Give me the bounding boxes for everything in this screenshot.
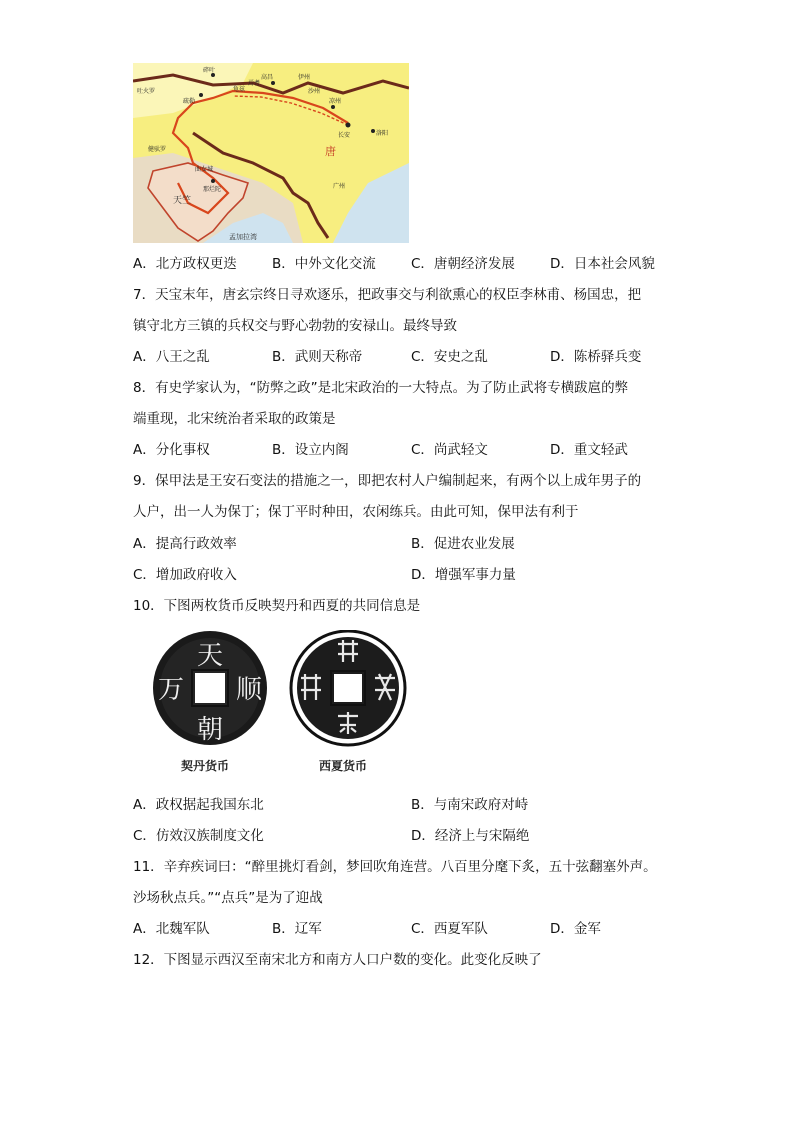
q8-option-c[interactable]: C．尚武轻文 xyxy=(411,442,488,458)
q8-option-d[interactable]: D．重文轻武 xyxy=(550,442,628,458)
q8-option-a[interactable]: A．分化事权 xyxy=(133,442,210,458)
khitan-coin-char-left: 万 xyxy=(157,675,185,705)
map-city-changan xyxy=(346,123,351,128)
q8-stem-line-1: 8．有史学家认为，“防弊之政”是北宋政治的一大特点。为了防止武将专横跋扈的弊 xyxy=(133,380,629,396)
q7-option-b[interactable]: B．武则天称帝 xyxy=(272,349,363,365)
map-label-bengal: 孟加拉湾 xyxy=(229,233,257,241)
xixia-coin-caption: 西夏货币 xyxy=(318,759,368,773)
q11-option-d[interactable]: D．金军 xyxy=(550,921,601,937)
q11-option-a[interactable]: A．北魏军队 xyxy=(133,921,210,937)
map-label-tang: 唐 xyxy=(325,145,336,158)
map-label-changan: 长安 xyxy=(338,132,351,139)
map-label-luoyang: 洛阳 xyxy=(376,130,389,137)
khitan-coin xyxy=(153,631,267,745)
q9-option-b[interactable]: B．促进农业发展 xyxy=(411,536,515,552)
coins-figure xyxy=(133,630,423,790)
q10-stem-line-1: 10．下图两枚货币反映契丹和西夏的共同信息是 xyxy=(133,598,421,614)
q11-stem-line-2: 沙场秋点兵。”“点兵”是为了迎战 xyxy=(133,890,323,906)
map-label-nalanda: 那烂陀 xyxy=(203,186,222,193)
q12-stem-line-1: 12．下图显示西汉至南宋北方和南方人口户数的变化。此变化反映了 xyxy=(133,952,542,968)
map-label-yizhou: 伊州 xyxy=(298,74,311,81)
q8-option-b[interactable]: B．设立内阁 xyxy=(272,442,349,458)
map-label-shazhou: 沙州 xyxy=(308,88,321,95)
khitan-coin-char-right: 顺 xyxy=(235,675,263,705)
q9-option-c[interactable]: C．增加政府收入 xyxy=(133,567,237,583)
q9-stem-line-2: 人户，出一人为保丁；保丁平时种田，农闲练兵。由此可知，保甲法有利于 xyxy=(133,504,579,520)
khitan-coin-char-top: 天 xyxy=(196,641,224,671)
q7-stem-line-1: 7．天宝末年，唐玄宗终日寻欢逐乐，把政事交与利欲熏心的权臣李林甫、杨国忠，把 xyxy=(133,287,642,303)
map-label-guangzhou: 广州 xyxy=(333,183,346,190)
q11-stem-line-1: 11．辛弃疾词曰：“醉里挑灯看剑，梦回吹角连营。八百里分麾下炙，五十弦翻塞外声。 xyxy=(133,859,657,875)
q7-option-d[interactable]: D．陈桥驿兵变 xyxy=(550,349,642,365)
map-label-tuhuoluo: 吐火罗 xyxy=(137,88,156,95)
khitan-coin-char-bottom: 朝 xyxy=(196,715,224,745)
q7-option-a[interactable]: A．八王之乱 xyxy=(133,349,210,365)
q9-option-a[interactable]: A．提高行政效率 xyxy=(133,536,237,552)
khitan-coin-caption: 契丹货币 xyxy=(180,759,230,773)
map-city-luoyang xyxy=(371,129,375,133)
tang-route-map xyxy=(133,63,409,243)
q6-option-b[interactable]: B．中外文化交流 xyxy=(272,256,376,272)
map-city-shule xyxy=(199,93,203,97)
map-label-liangzhou: 凉州 xyxy=(329,98,342,105)
q10-option-a[interactable]: A．政权据起我国东北 xyxy=(133,797,264,813)
q9-option-d[interactable]: D．增强军事力量 xyxy=(411,567,516,583)
map-label-qiuci: 龟兹 xyxy=(233,86,246,93)
q7-option-c[interactable]: C．安史之乱 xyxy=(411,349,488,365)
map-city-liangzhou xyxy=(331,105,335,109)
q7-stem-line-2: 镇守北方三镇的兵权交与野心勃勃的安禄山。最终导致 xyxy=(133,318,457,334)
map-label-jiantuoluo: 健驮罗 xyxy=(148,146,167,153)
q6-option-d[interactable]: D．日本社会风貌 xyxy=(550,256,655,272)
q10-option-b[interactable]: B．与南宋政府对峙 xyxy=(411,797,529,813)
q8-stem-line-2: 端重现，北宋统治者采取的政策是 xyxy=(133,411,336,427)
q6-option-c[interactable]: C．唐朝经济发展 xyxy=(411,256,515,272)
map-label-qunuru: 曲女城 xyxy=(195,166,214,173)
map-city-nalanda xyxy=(211,179,215,183)
map-label-gaochang: 高昌 xyxy=(261,74,274,81)
map-label-tianzhu: 天竺 xyxy=(173,196,192,206)
q9-stem-line-1: 9．保甲法是王安石变法的措施之一，即把农村人户编制起来，有两个以上成年男子的 xyxy=(133,473,642,489)
q11-option-b[interactable]: B．辽军 xyxy=(272,921,322,937)
map-label-shule: 疏勒 xyxy=(183,98,196,105)
q11-option-c[interactable]: C．西夏军队 xyxy=(411,921,488,937)
xixia-coin xyxy=(291,631,405,745)
q10-option-c[interactable]: C．仿效汉族制度文化 xyxy=(133,828,264,844)
map-label-suiye: 碎叶 xyxy=(203,67,216,74)
map-city-gaochang xyxy=(271,81,275,85)
q10-option-d[interactable]: D．经济上与宋隔绝 xyxy=(411,828,530,844)
q6-option-a[interactable]: A．北方政权更迭 xyxy=(133,256,237,272)
map-label-yanqi: 焉耆 xyxy=(248,80,261,87)
